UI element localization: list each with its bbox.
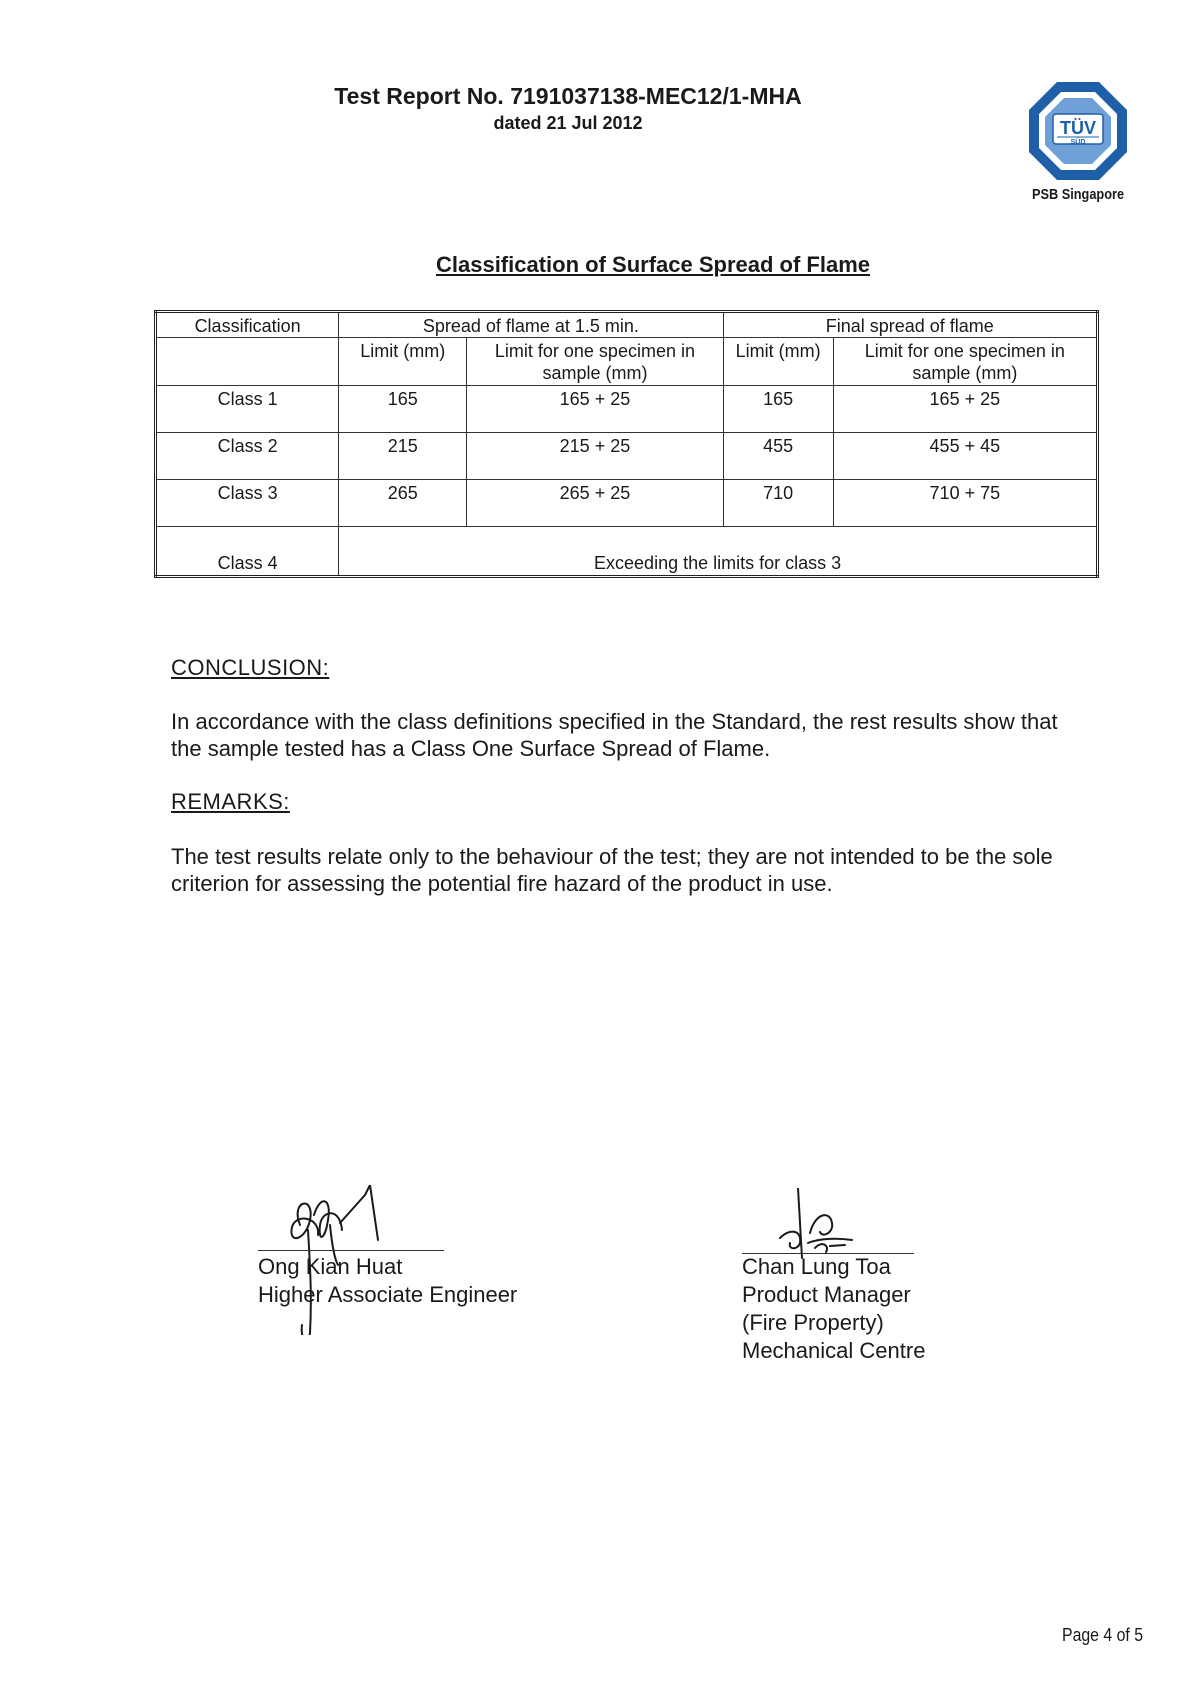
conclusion-text: In accordance with the class definitions specified in the Standard, the rest results show that the sample tested has a Class One Surface Spread of Flame. (171, 709, 1058, 761)
logo-subtext: SÜD (1070, 139, 1086, 146)
limit-cell: 265 (339, 480, 467, 527)
subheader-final-limit-mm: Limit (mm) (723, 338, 833, 386)
logo-caption: PSB Singapore (1031, 186, 1125, 203)
subheader-final-limit-one: Limit for one specimen in sample (mm) (833, 338, 1097, 386)
final-limit-cell: 165 (723, 386, 833, 433)
conclusion-heading: CONCLUSION: (171, 655, 330, 680)
final-limit-one-cell: 165 + 25 (833, 386, 1097, 433)
header-final-spread: Final spread of flame (723, 312, 1097, 338)
table-row (156, 386, 1098, 433)
header-spread-15min: Spread of flame at 1.5 min. (339, 312, 723, 338)
signatory-centre: Mechanical Centre (742, 1338, 926, 1363)
table-row (156, 433, 1098, 480)
class-cell: Class 1 (156, 386, 339, 433)
class-cell: Class 2 (156, 433, 339, 480)
table-subheader-row (156, 338, 1098, 386)
report-date: dated 21 Jul 2012 (493, 113, 643, 133)
signatory-title: Product Manager (742, 1282, 911, 1307)
signatory-name: Ong Kian Huat (258, 1254, 403, 1279)
signatory-department: (Fire Property) (742, 1310, 884, 1335)
subheader-limit-mm: Limit (mm) (339, 338, 467, 386)
remarks-heading: REMARKS: (171, 789, 290, 814)
remarks-text: The test results relate only to the behaviour of the test; they are not intended to be the sole criterion for assessing the potential fire hazard of the product in use. (171, 844, 1053, 896)
class-cell: Class 4 (156, 527, 339, 577)
signatory-name: Chan Lung Toa (742, 1254, 891, 1279)
header-empty (156, 338, 339, 386)
classification-table (154, 310, 1099, 578)
report-number: Test Report No. 7191037138-MEC12/1-MHA (334, 83, 802, 109)
subheader-limit-one: Limit for one specimen in sample (mm) (467, 338, 723, 386)
signatory-title: Higher Associate Engineer (258, 1282, 518, 1307)
final-limit-cell: 710 (723, 480, 833, 527)
limit-one-cell: 265 + 25 (467, 480, 723, 527)
final-limit-cell: 455 (723, 433, 833, 480)
limit-cell: 215 (339, 433, 467, 480)
signature-line (258, 1250, 444, 1251)
tuv-sud-logo (1027, 80, 1129, 182)
class4-description: Exceeding the limits for class 3 (339, 527, 1098, 577)
limit-cell: 165 (339, 386, 467, 433)
final-limit-one-cell: 710 + 75 (833, 480, 1097, 527)
final-limit-one-cell: 455 + 45 (833, 433, 1097, 480)
table-header-row (156, 312, 1098, 338)
class-cell: Class 3 (156, 480, 339, 527)
section-title: Classification of Surface Spread of Flame (435, 252, 870, 277)
page-number: Page 4 of 5 (1062, 1625, 1144, 1645)
table-row (156, 527, 1098, 577)
limit-one-cell: 165 + 25 (467, 386, 723, 433)
header-classification: Classification (156, 312, 339, 338)
table-row (156, 480, 1098, 527)
logo-text: TÜV (1060, 118, 1096, 138)
limit-one-cell: 215 + 25 (467, 433, 723, 480)
